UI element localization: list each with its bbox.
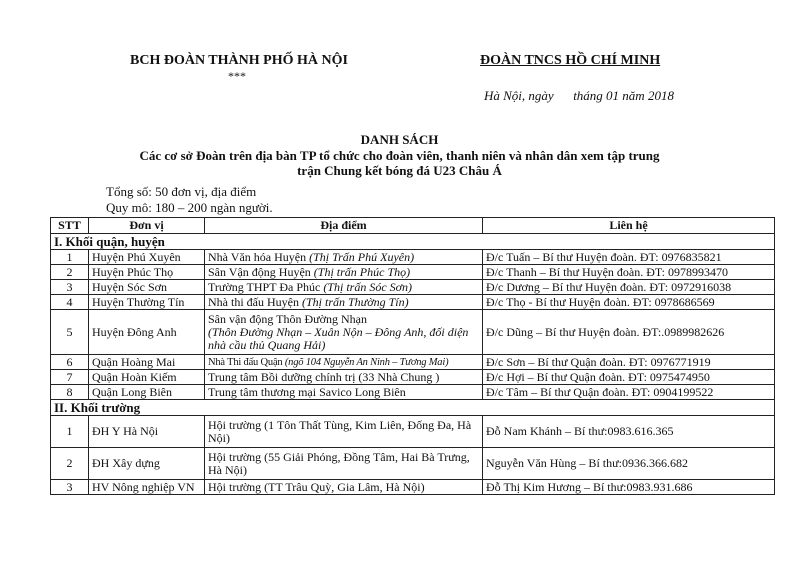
col-unit: Đơn vị — [89, 218, 205, 234]
table-row — [51, 416, 775, 448]
row-stt: 3 — [51, 480, 89, 495]
row-stt: 2 — [51, 448, 89, 480]
row-stt: 1 — [51, 416, 89, 448]
row-place — [205, 295, 483, 310]
row-unit: Huyện Đông Anh — [89, 310, 205, 355]
row-contact: Đ/c Dương – Bí thư Huyện đoàn. ĐT: 0972916038 — [483, 280, 775, 295]
section-title: I. Khối quận, huyện — [51, 234, 775, 250]
place-name: Sân Vận động Huyện — [208, 264, 314, 279]
place-address: (Thị trấn Thường Tín) — [301, 294, 409, 309]
row-unit: Quận Long Biên — [89, 385, 205, 400]
row-place — [205, 280, 483, 295]
section-title: II. Khối trường — [51, 400, 775, 416]
row-stt: 3 — [51, 280, 89, 295]
row-contact: Nguyễn Văn Hùng – Bí thư:0936.366.682 — [483, 448, 775, 480]
row-unit: Quận Hoàng Mai — [89, 355, 205, 370]
place-name: Trường THPT Đa Phúc — [208, 279, 324, 294]
section-row-schools — [51, 400, 775, 416]
row-place — [205, 355, 483, 370]
place-address: (Thị Trấn Phú Xuyên) — [309, 249, 415, 264]
row-place: Hội trường (55 Giải Phóng, Đồng Tâm, Hai Bà Trưng, Hà Nội) — [205, 448, 483, 480]
row-unit: Huyện Phú Xuyên — [89, 250, 205, 265]
table-row — [51, 385, 775, 400]
document-subtitle-1: Các cơ sở Đoàn trên địa bàn TP tổ chức cho đoàn viên, thanh niên và nhân dân xem tập trung — [139, 148, 660, 163]
place-name: Nhà Thi đấu Quận — [208, 356, 285, 368]
row-place: Trung tâm Bồi dưỡng chính trị (33 Nhà Chung ) — [205, 370, 483, 385]
place-name: Nhà thi đấu Huyện — [208, 294, 302, 309]
row-place: Hội trường (TT Trâu Quỳ, Gia Lâm, Hà Nội) — [205, 480, 483, 495]
row-contact: Đ/c Thọ - Bí thư Huyện đoàn. ĐT: 0978686569 — [483, 295, 775, 310]
col-contact: Liên hệ — [483, 218, 775, 234]
row-stt: 6 — [51, 355, 89, 370]
issuer-stars: *** — [228, 69, 246, 83]
row-contact: Đỗ Nam Khánh – Bí thư:0983.616.365 — [483, 416, 775, 448]
place-address: (Thị trấn Phúc Thọ) — [313, 264, 411, 279]
row-contact: Đ/c Hợi – Bí thư Quận đoàn. ĐT: 0975474950 — [483, 370, 775, 385]
table-header-row — [51, 218, 775, 234]
col-stt: STT — [51, 218, 89, 234]
row-contact: Đ/c Dũng – Bí thư Huyện đoàn. ĐT:.0989982626 — [483, 310, 775, 355]
table-row — [51, 355, 775, 370]
summary-total: Tổng số: 50 đơn vị, địa điểm — [106, 184, 257, 199]
row-stt: 8 — [51, 385, 89, 400]
row-place: Trung tâm thương mại Savico Long Biên — [205, 385, 483, 400]
row-unit: Huyện Sóc Sơn — [89, 280, 205, 295]
section-row-districts — [51, 234, 775, 250]
row-stt: 2 — [51, 265, 89, 280]
row-unit: Huyện Thường Tín — [89, 295, 205, 310]
row-contact: Đ/c Tuấn – Bí thư Huyện đoàn. ĐT: 0976835821 — [483, 250, 775, 265]
row-unit: ĐH Xây dựng — [89, 448, 205, 480]
row-contact: Đ/c Thanh – Bí thư Huyện đoàn. ĐT: 0978993470 — [483, 265, 775, 280]
document-title: DANH SÁCH — [360, 132, 439, 147]
row-stt: 5 — [51, 310, 89, 355]
row-stt: 4 — [51, 295, 89, 310]
row-unit: Quận Hoàn Kiếm — [89, 370, 205, 385]
table-row — [51, 480, 775, 495]
row-contact: Đ/c Tâm – Bí thư Quận đoàn. ĐT: 0904199522 — [483, 385, 775, 400]
table-row — [51, 250, 775, 265]
place-name: Sân vận động Thôn Đường Nhạn — [208, 311, 367, 326]
table-row — [51, 448, 775, 480]
table-row — [51, 370, 775, 385]
row-place — [205, 310, 483, 355]
table-row — [51, 280, 775, 295]
place-name: Nhà Văn hóa Huyện — [208, 249, 310, 264]
place-address: (Thị trấn Sóc Sơn) — [323, 279, 413, 294]
row-place: Hội trường (1 Tôn Thất Tùng, Kim Liên, Đống Đa, Hà Nội) — [205, 416, 483, 448]
row-stt: 7 — [51, 370, 89, 385]
row-unit: ĐH Y Hà Nội — [89, 416, 205, 448]
table-row — [51, 265, 775, 280]
table-row — [51, 310, 775, 355]
row-contact: Đ/c Sơn – Bí thư Quận đoàn. ĐT: 0976771919 — [483, 355, 775, 370]
row-place — [205, 265, 483, 280]
place-address: (Thôn Đường Nhạn – Xuân Nộn – Đông Anh, đối diện nhà cầu thủ Quang Hải) — [208, 324, 469, 352]
row-place — [205, 250, 483, 265]
row-contact: Đỗ Thị Kim Hương – Bí thư:0983.931.686 — [483, 480, 775, 495]
issuer-name: BCH ĐOÀN THÀNH PHỐ HÀ NỘI — [130, 53, 348, 68]
venue-table — [50, 217, 775, 495]
document-subtitle-2: trận Chung kết bóng đá U23 Châu Á — [297, 163, 502, 178]
date-line: Hà Nội, ngày tháng 01 năm 2018 — [484, 88, 674, 103]
row-unit: HV Nông nghiệp VN — [89, 480, 205, 495]
col-place: Địa điểm — [205, 218, 483, 234]
place-address: (ngõ 104 Nguyễn An Ninh – Tương Mai) — [284, 356, 449, 368]
table-row — [51, 295, 775, 310]
union-name: ĐOÀN TNCS HỒ CHÍ MINH — [480, 53, 661, 68]
row-stt: 1 — [51, 250, 89, 265]
summary-scale: Quy mô: 180 – 200 ngàn người. — [106, 200, 273, 215]
row-unit: Huyện Phúc Thọ — [89, 265, 205, 280]
